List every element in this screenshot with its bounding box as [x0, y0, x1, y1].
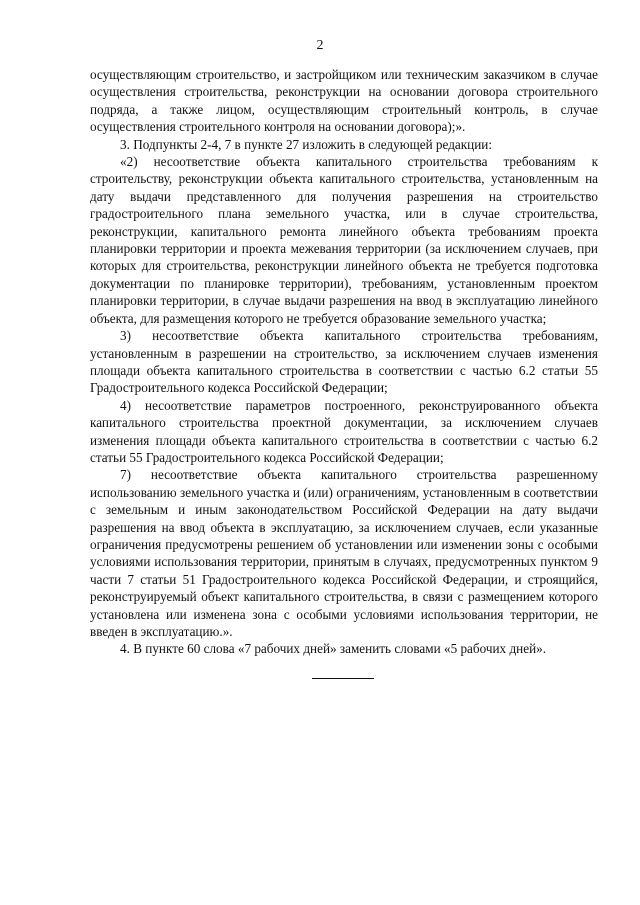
paragraph-continuation: осуществляющим строительство, и застройщиком или техническим заказчиком в случае осуществления строительства, реконструкции на основании договора строительного подряда, а также лицом, осуществляющим строительный контроль, в случае осуществления строительного контроля на основании договора);». — [90, 67, 598, 135]
paragraph-subitem-4: 4) несоответствие параметров построенного, реконструированного объекта капитального строительства проектной документации, за исключением случаев изменения площади объекта капитального строительства в соответствии с частью 6.2 статьи 55 Градостроительного кодекса Российской Федерации; — [90, 397, 598, 465]
page-number: 2 — [316, 38, 324, 53]
document-body — [90, 66, 598, 658]
paragraph-subitem-7: 7) несоответствие объекта капитального строительства разрешенному использованию земельного участка и (или) ограничениям, установленным в соответствии с земельным и иным законодательством Российской Федерации на дату выдачи разрешения на ввод объекта в эксплуатацию, за исключением случаев, если указанные ограничения предусмотрены решением об установлении или изменении зоны с особыми условиями использования территории, принятым в случаях, предусмотренных пунктом 9 части 7 статьи 51 Градостроительного кодекса Российской Федерации, и строящийся, реконструируемый объект капитального строительства, в связи с размещением которого установлена или изменена зона с особыми условиями использования территории, не введен в эксплуатацию.». — [90, 467, 598, 639]
paragraph-item-4: 4. В пункте 60 слова «7 рабочих дней» заменить словами «5 рабочих дней». — [120, 641, 547, 657]
paragraph-subitem-3: 3) несоответствие объекта капитального строительства требованиям, установленным в разрешении на строительство, за исключением случаев изменения площади объекта капитального строительства в соответствии с частью 6.2 статьи 55 Градостроительного кодекса Российской Федерации; — [90, 328, 598, 396]
paragraph-item-3: 3. Подпункты 2-4, 7 в пункте 27 изложить в следующей редакции: — [120, 136, 493, 152]
paragraph-subitem-2: «2) несоответствие объекта капитального строительства требованиям к строительству, реконструкции объекта капитального строительства, установленным на дату выдачи представленного для получения разрешения на строительство градостроительного плана земельного участка, или в случае строительства, реконструкции, капитального ремонта линейного объекта требованиям проекта планировки территории и проекта межевания территории (за исключением случаев, при которых для строительства, реконструкции линейного объекта не требуется подготовка документации по планировке территории), требованиям, установленным проектом планировки территории, в случае выдачи разрешения на ввод в эксплуатацию линейного объекта, для размещения которого не требуется образование земельного участка; — [90, 154, 598, 326]
end-of-text-rule — [312, 678, 374, 679]
